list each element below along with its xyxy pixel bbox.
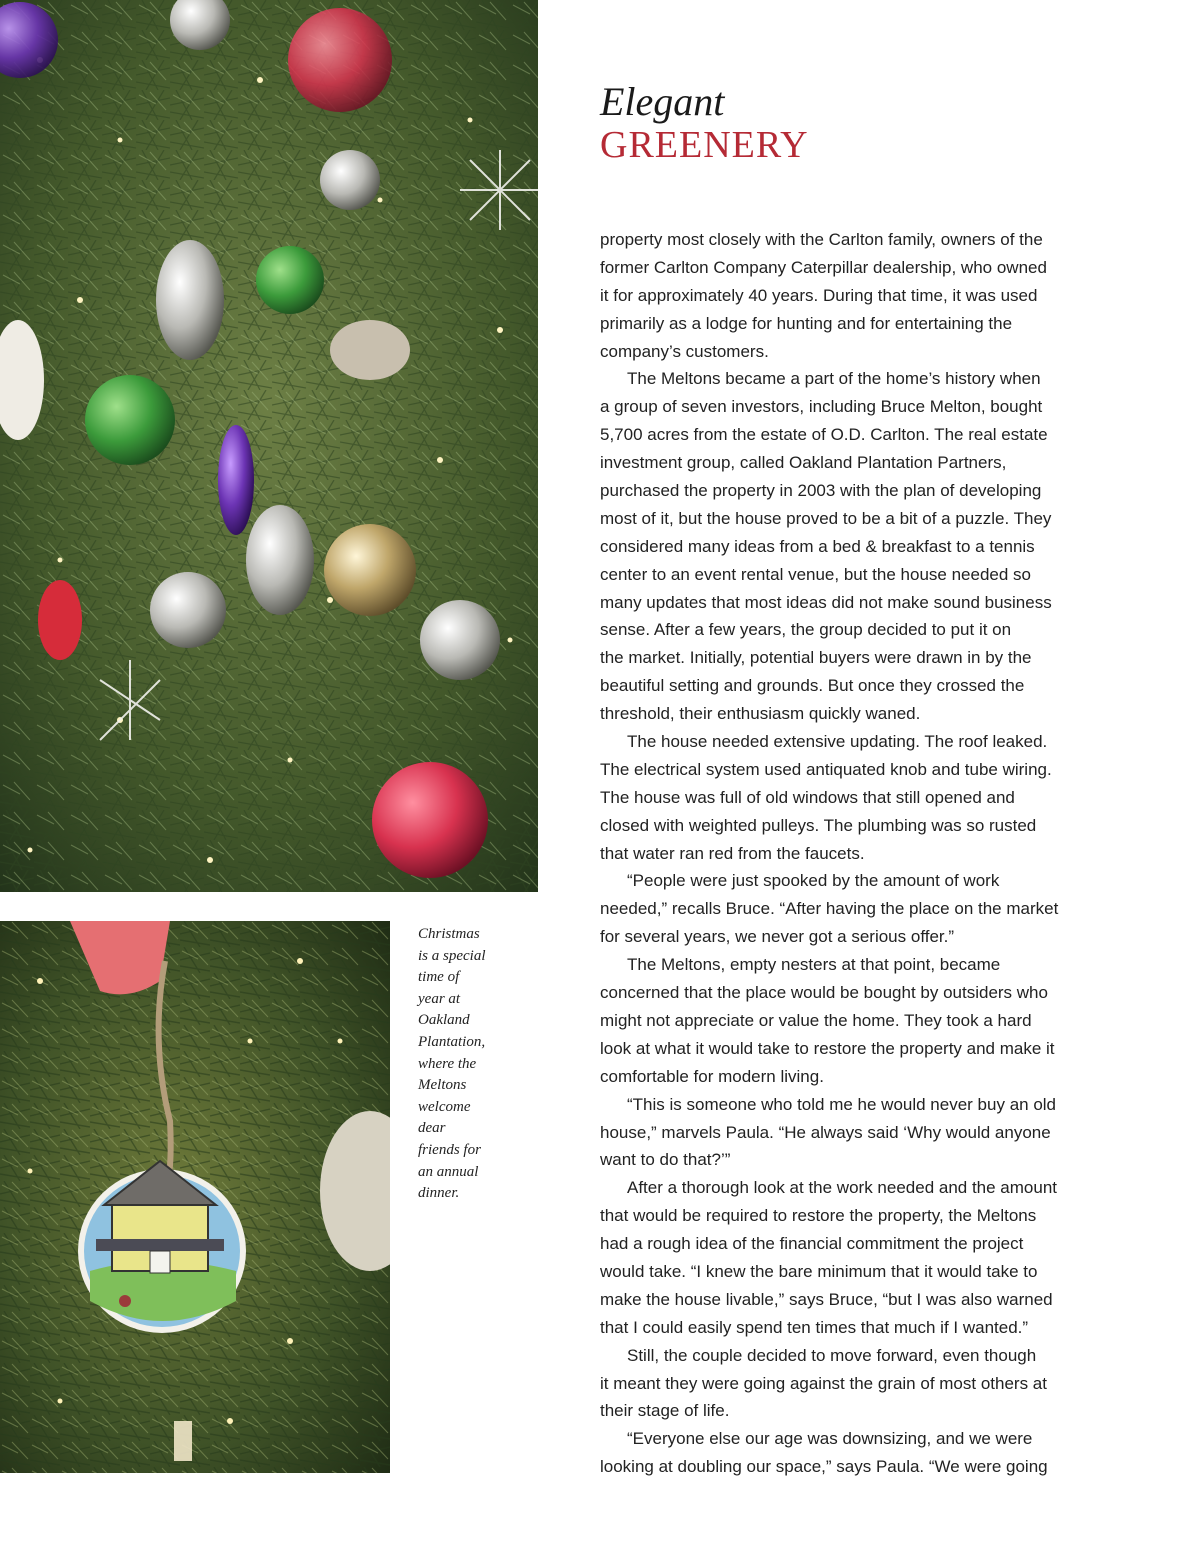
article-line: the market. Initially, potential buyers were drawn in by the [600, 648, 1032, 668]
caption-line: Plantation, [418, 1033, 486, 1050]
article-line: threshold, their enthusiasm quickly waned. [600, 704, 921, 724]
caption-line: friends for [418, 1141, 481, 1158]
caption-line: an annual [418, 1163, 479, 1180]
article-line: a group of seven investors, including Bruce Melton, bought [600, 397, 1043, 417]
caption-line: Christmas [418, 926, 480, 942]
article-line: The house was full of old windows that still opened and [600, 787, 1015, 807]
article-line: The Meltons, empty nesters at that point, became [627, 955, 1001, 975]
article-line: “People were just spooked by the amount of work [627, 871, 1000, 891]
article-line: former Carlton Company Caterpillar dealership, who owned [600, 257, 1047, 277]
caption-line: year at [418, 990, 461, 1007]
article-line: property most closely with the Carlton family, owners of the [600, 230, 1043, 249]
house-ornament-image [0, 921, 390, 1473]
caption-line: welcome [418, 1098, 471, 1115]
article-line: center to an event rental venue, but the house needed so [600, 564, 1031, 584]
christmas-tree-image [0, 0, 538, 892]
article-line: Still, the couple decided to move forward, even though [627, 1345, 1037, 1365]
article-line: considered many ideas from a bed & breakfast to a tennis [600, 536, 1035, 556]
photo-caption [418, 924, 494, 1205]
article-line: “This is someone who told me he would never buy an old [627, 1094, 1057, 1114]
article-line: house,” marvels Paula. “He always said ‘Why would anyone [600, 1122, 1051, 1142]
article-line: closed with weighted pulleys. The plumbing was so rusted [600, 815, 1037, 835]
article-line: purchased the property in 2003 with the plan of developing [600, 481, 1042, 501]
section-heading [600, 80, 809, 166]
caption-line: Meltons [418, 1077, 467, 1094]
article-line: sense. After a few years, the group decided to put it on [600, 620, 1012, 640]
article-line: had a rough idea of the financial commitment the project [600, 1234, 1024, 1254]
caption-line: time of [418, 969, 460, 986]
article-line: comfortable for modern living. [600, 1066, 824, 1086]
article-line: it for approximately 40 years. During that time, it was used [600, 285, 1038, 305]
article-line: 5,700 acres from the estate of O.D. Carlton. The real estate [600, 425, 1048, 445]
article-line: look at what it would take to restore the property and make it [600, 1038, 1055, 1058]
article-line: needed,” recalls Bruce. “After having the place on the market [600, 899, 1059, 919]
article-line: for several years, we never got a serious offer.” [600, 927, 955, 947]
house-ornament-photo [0, 921, 390, 1473]
article-line: The house needed extensive updating. The roof leaked. [627, 732, 1048, 752]
article-line: investment group, called Oakland Plantation Partners, [600, 453, 1007, 473]
caption-line: dinner. [418, 1185, 460, 1202]
article-line: many updates that most ideas did not make sound business [600, 592, 1052, 612]
article-line: primarily as a lodge for hunting and for entertaining the [600, 313, 1013, 333]
article-line: company’s customers. [600, 341, 769, 361]
caption-line: dear [418, 1120, 446, 1137]
article-line: After a thorough look at the work needed and the amount [627, 1178, 1058, 1198]
article-line: their stage of life. [600, 1401, 730, 1421]
article-line: it meant they were going against the grain of most others at [600, 1373, 1047, 1393]
article-line: that would be required to restore the property, the Meltons [600, 1206, 1037, 1226]
heading-caps-word: GREENERY [600, 124, 809, 166]
caption-line: Oakland [418, 1012, 470, 1029]
caption-line: is a special [418, 947, 486, 964]
article-line: looking at doubling our space,” says Paula. “We were going [600, 1457, 1048, 1477]
article-line: would take. “I knew the bare minimum that it would take to [600, 1261, 1038, 1281]
article-line: that I could easily spend ten times that much if I wanted.” [600, 1317, 1029, 1337]
christmas-tree-photo [0, 0, 538, 892]
article-line: that water ran red from the faucets. [600, 843, 865, 863]
caption-line: where the [418, 1055, 477, 1072]
article-body [600, 226, 1120, 1481]
article-line: The electrical system used antiquated knob and tube wiring. [600, 759, 1052, 779]
article-line: make the house livable,” says Bruce, “but I was also warned [600, 1289, 1053, 1309]
article-line: most of it, but the house proved to be a bit of a puzzle. They [600, 508, 1052, 528]
article-line: concerned that the place would be bought by outsiders who [600, 983, 1048, 1003]
article-line: The Meltons became a part of the home’s history when [627, 369, 1041, 389]
article-line: want to do that?’” [600, 1150, 731, 1170]
article-line: “Everyone else our age was downsizing, and we were [627, 1429, 1033, 1449]
article-line: might not appreciate or value the home. They took a hard [600, 1010, 1032, 1030]
article-line: beautiful setting and grounds. But once they crossed the [600, 676, 1025, 696]
heading-italic-word: Elegant [600, 79, 725, 124]
